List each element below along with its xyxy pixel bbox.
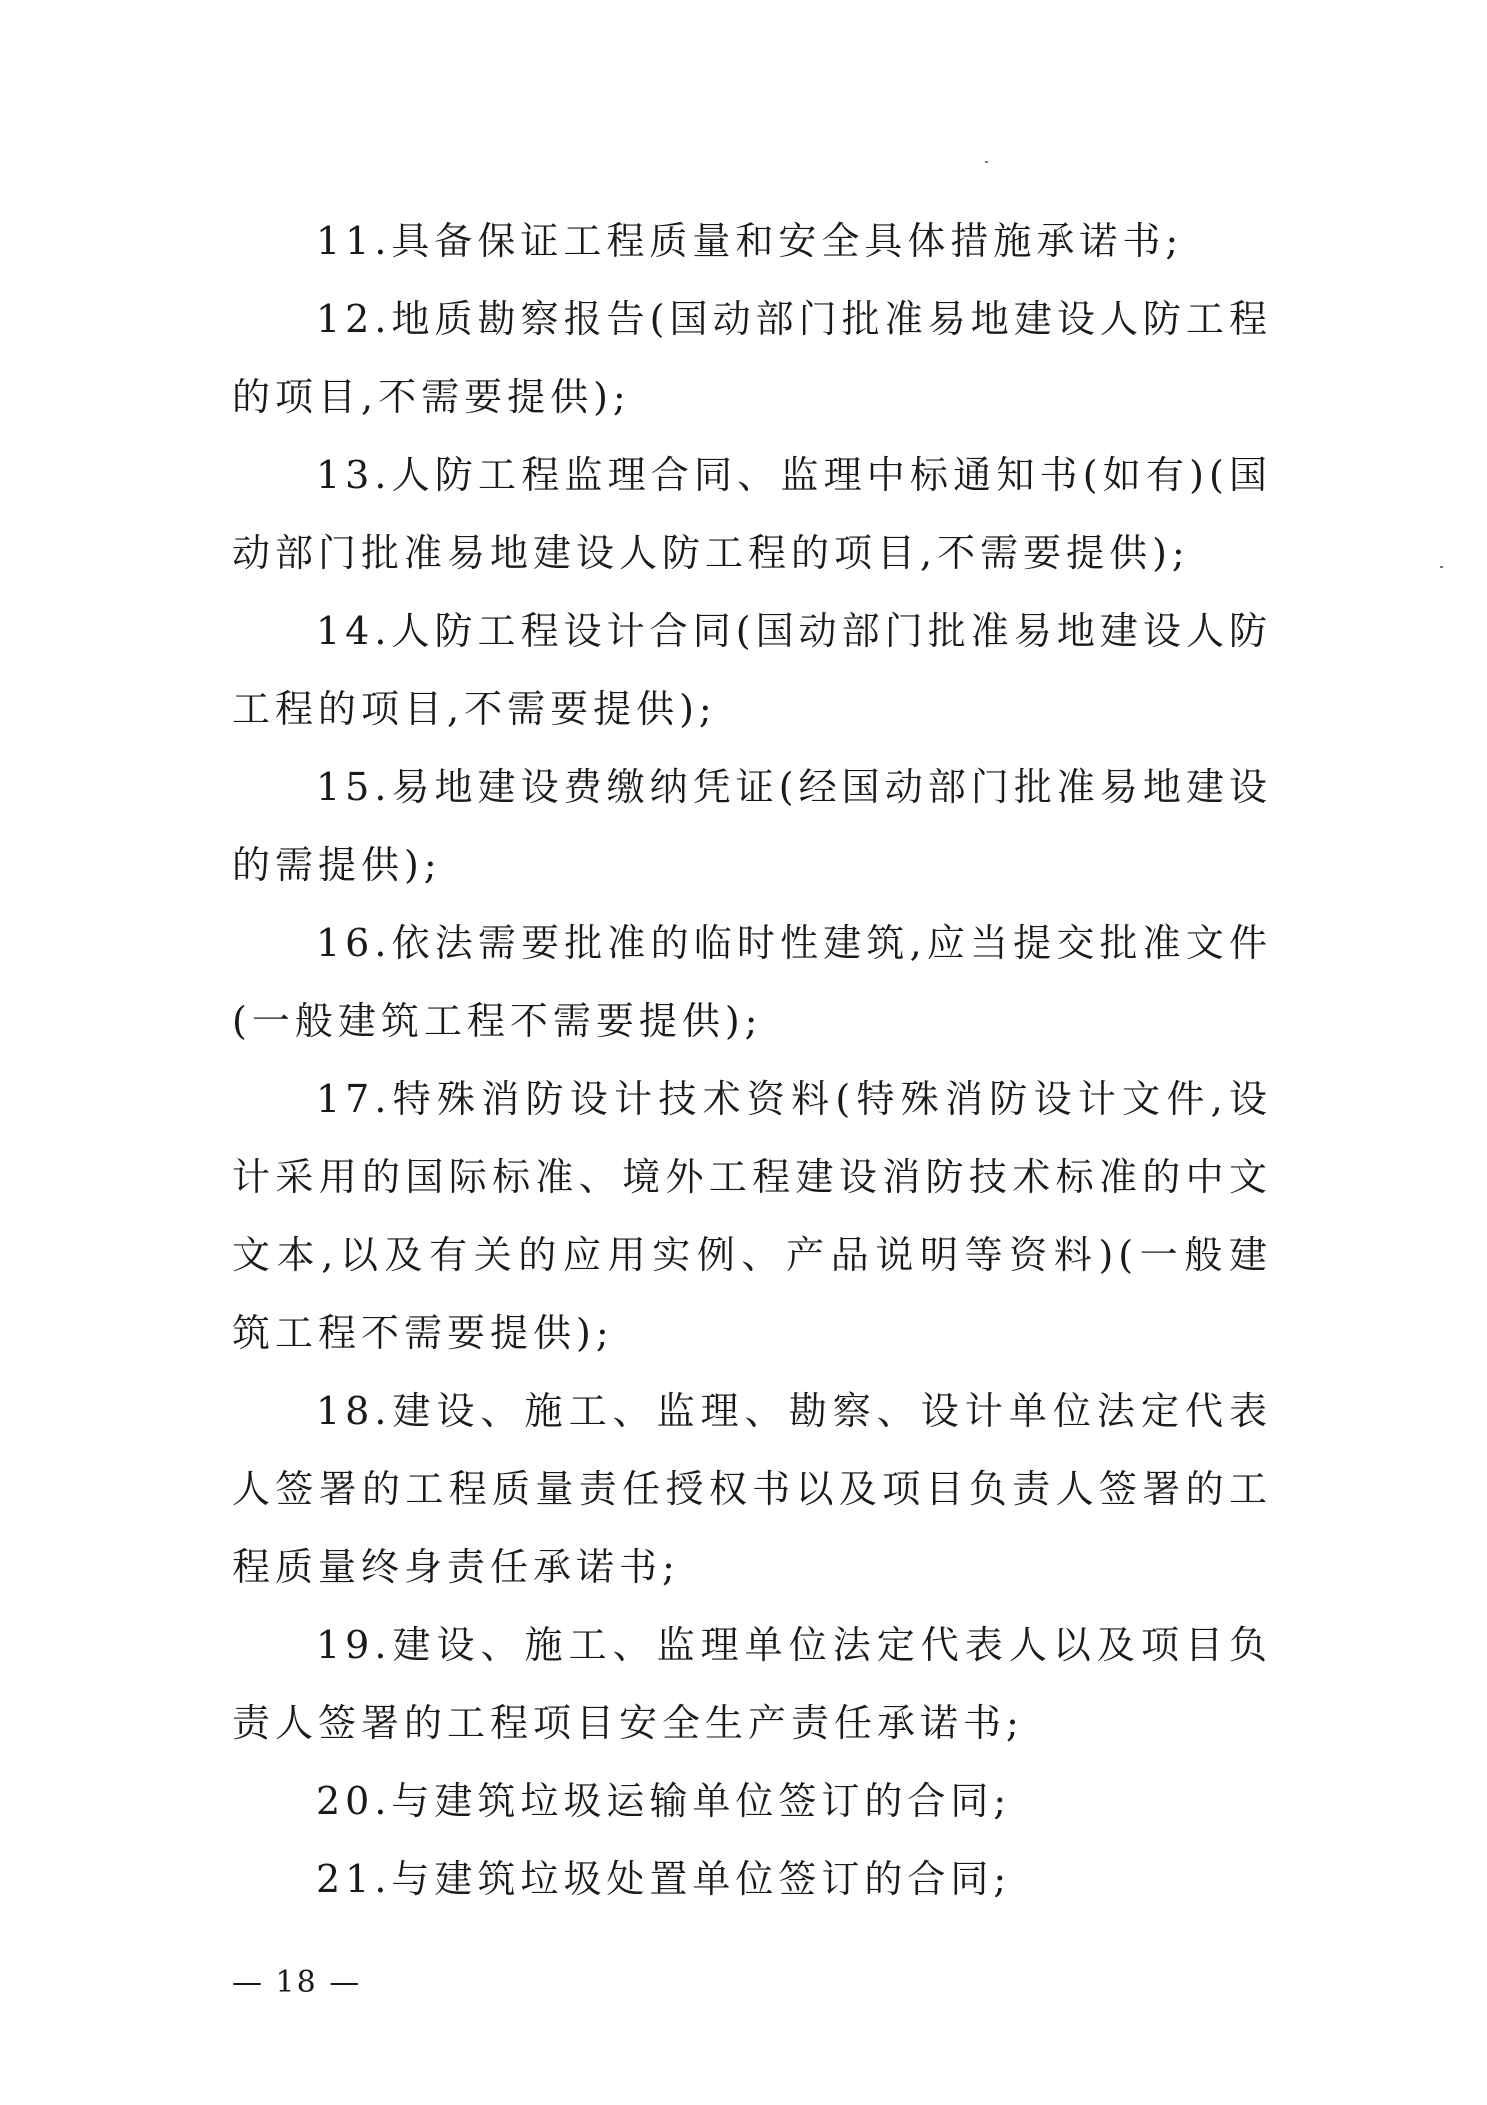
list-item: 18.建设、施工、监理、勘察、设计单位法定代表人签署的工程质量责任授权书以及项目负责人签署的工程质量终身责任承诺书; <box>232 1389 1272 1589</box>
list-item: 16.依法需要批准的临时性建筑,应当提交批准文件(一般建筑工程不需要提供); <box>232 921 1272 1043</box>
list-item: 12.地质勘察报告(国动部门批准易地建设人防工程的项目,不需要提供); <box>232 297 1272 419</box>
requirement-list <box>232 202 1272 1918</box>
page-number: — 18 — <box>232 1965 362 2000</box>
list-item: 19.建设、施工、监理单位法定代表人以及项目负责人签署的工程项目安全生产责任承诺书; <box>232 1623 1272 1745</box>
list-item: 13.人防工程监理合同、监理中标通知书(如有)(国动部门批准易地建设人防工程的项目,不需要提供); <box>232 453 1272 575</box>
scan-speck <box>1440 566 1443 568</box>
list-item: 15.易地建设费缴纳凭证(经国动部门批准易地建设的需提供); <box>232 765 1272 887</box>
list-item: 20.与建筑垃圾运输单位签订的合同; <box>316 1779 1012 1823</box>
list-item: 17.特殊消防设计技术资料(特殊消防设计文件,设计采用的国际标准、境外工程建设消防技术标准的中文文本,以及有关的应用实例、产品说明等资料)(一般建筑工程不需要提供); <box>232 1077 1272 1355</box>
list-item: 21.与建筑垃圾处置单位签订的合同; <box>316 1857 1012 1901</box>
scan-speck <box>985 161 988 163</box>
list-item: 11.具备保证工程质量和安全具体措施承诺书; <box>316 219 1184 263</box>
list-item: 14.人防工程设计合同(国动部门批准易地建设人防工程的项目,不需要提供); <box>232 609 1272 731</box>
